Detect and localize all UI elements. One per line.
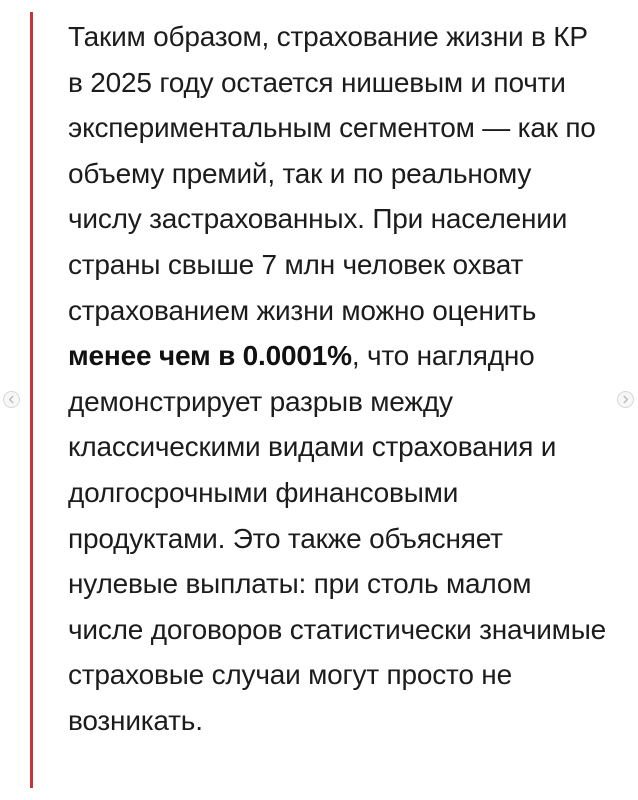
- carousel-next-button[interactable]: [617, 391, 634, 408]
- paragraph-highlight: менее чем в 0.0001%: [68, 340, 352, 372]
- article-paragraph: [68, 14, 608, 744]
- chevron-right-icon: [621, 395, 630, 404]
- quote-accent-bar: [30, 12, 33, 788]
- chevron-left-icon: [7, 395, 16, 404]
- carousel-prev-button[interactable]: [3, 391, 20, 408]
- paragraph-text-start: Таким образом, страхование жизни в КР в 2025 году остается нишевым и почти экспериментальным сегментом — как по объему премий, так и по реальному числу застрахованных. При населении страны свыше 7 млн человек охват страхованием жизни можно оценить: [68, 21, 596, 326]
- paragraph-text-end: , что наглядно демонстрирует разрыв между классическими видами страхования и долгосрочными финансовыми продуктами. Это также объясняет нулевые выплаты: при столь малом числе договоров статистически значимые страховые случаи могут просто не возникать.: [68, 340, 606, 736]
